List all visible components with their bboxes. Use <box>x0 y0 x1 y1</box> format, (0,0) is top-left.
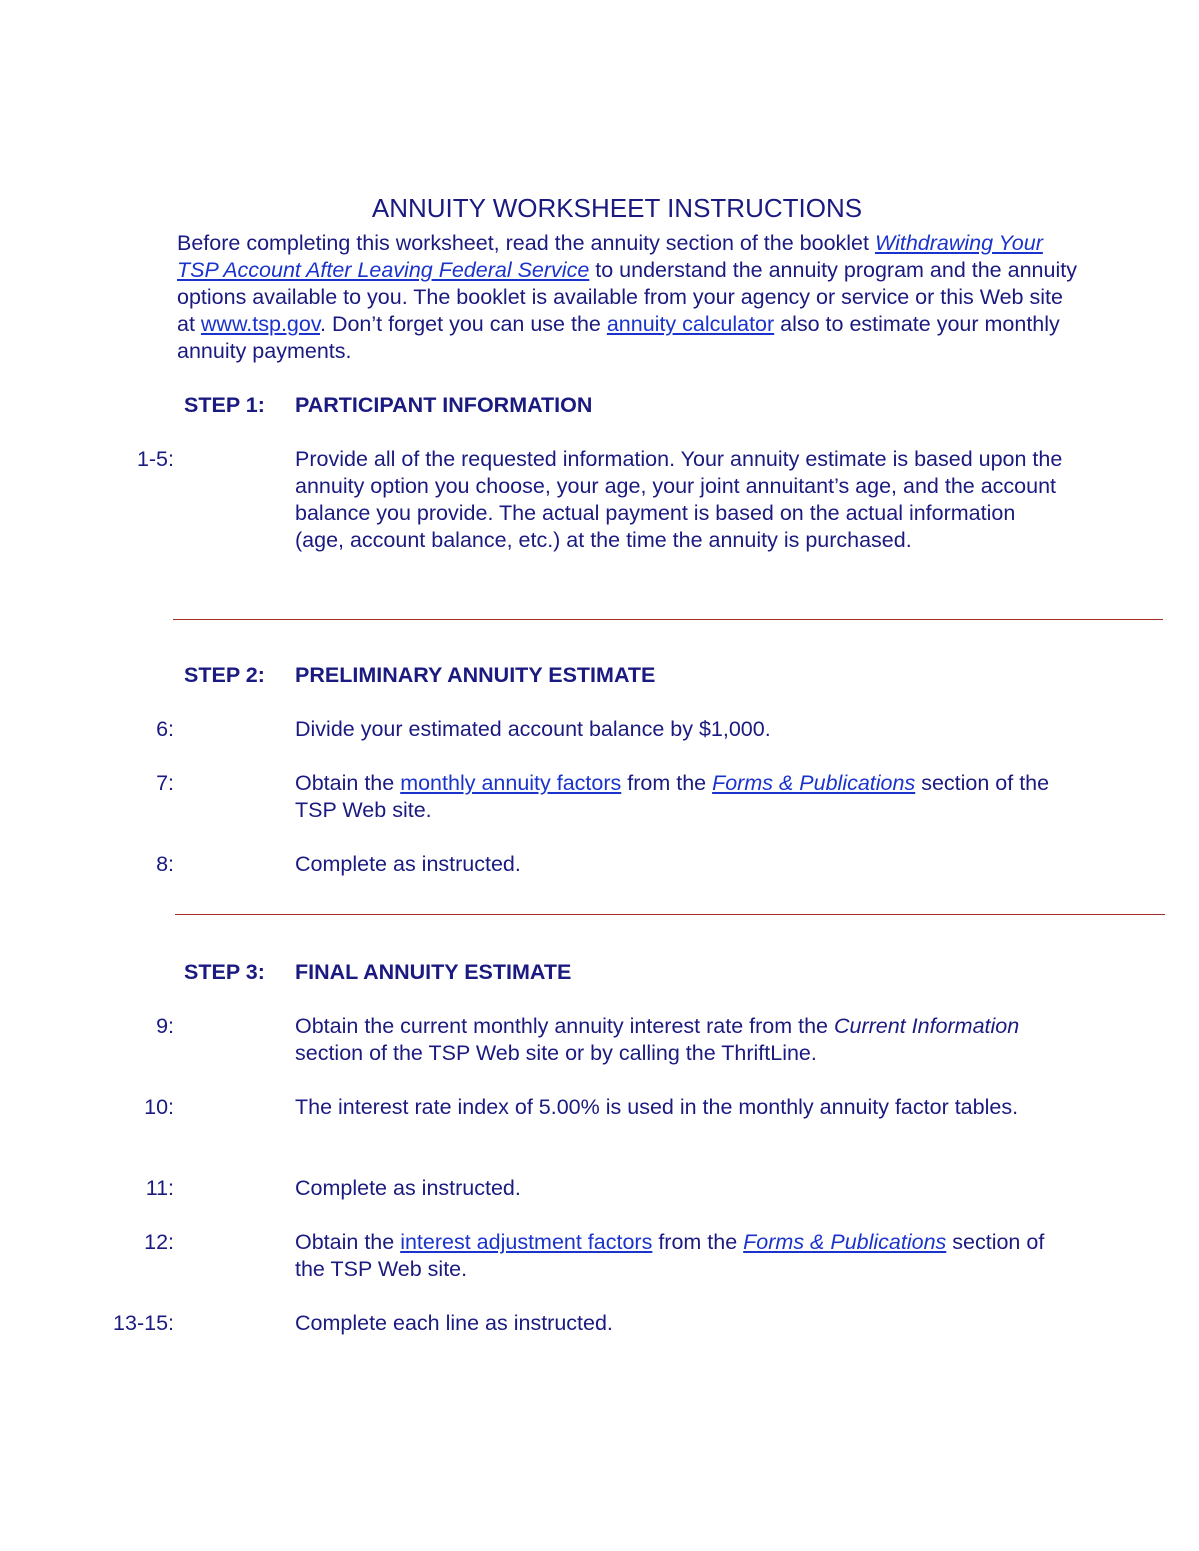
item-number: 9: <box>156 1014 174 1038</box>
item12-text-a: Obtain the <box>295 1230 401 1254</box>
page-title: ANNUITY WORKSHEET INSTRUCTIONS <box>371 193 863 223</box>
item7-text-c: section of the TSP Web site. <box>295 771 1050 822</box>
monthly-annuity-factors-link[interactable]: monthly annuity factors <box>400 771 622 795</box>
step2-number: STEP 2: <box>184 663 265 687</box>
step1-number: STEP 1: <box>184 393 265 417</box>
intro-paragraph <box>177 230 1077 365</box>
item-text: Provide all of the requested information. Your annuity estimate is based upon the annuity option you choose, your age, your joint annuitant’s age, and the account balance you provide. The actual payment is based on the actual information (age, account balance, etc.) at the time the annuity is purchased. <box>295 447 1063 552</box>
item-number: 10: <box>144 1095 174 1119</box>
item-text: Divide your estimated account balance by $1,000. <box>295 717 771 741</box>
step3-title: FINAL ANNUITY ESTIMATE <box>295 960 572 984</box>
divider <box>173 619 1163 620</box>
item-text: The interest rate index of 5.00% is used in the monthly annuity factor tables. <box>295 1095 1019 1119</box>
divider <box>175 914 1165 915</box>
item9-text-b: section of the TSP Web site or by calling the ThriftLine. <box>295 1041 817 1065</box>
intro-text-1: Before completing this worksheet, read the annuity section of the booklet <box>177 231 875 255</box>
current-information-text: Current Information <box>833 1014 1020 1038</box>
item7-text-a: Obtain the <box>295 771 401 795</box>
item9-text-a: Obtain the current monthly annuity interest rate from the <box>295 1014 834 1038</box>
step1-title: PARTICIPANT INFORMATION <box>295 393 593 417</box>
item-text: Complete each line as instructed. <box>295 1311 613 1335</box>
item-text <box>295 1013 1065 1067</box>
forms-publications-link[interactable]: Forms & Publications <box>743 1230 947 1254</box>
item-number: 8: <box>156 852 174 876</box>
item-number: 7: <box>156 771 174 795</box>
item-text: Complete as instructed. <box>295 852 521 876</box>
item12-text-c: section of the TSP Web site. <box>295 1230 1045 1281</box>
booklet-link[interactable]: Withdrawing Your TSP Account After Leaving Federal Service <box>177 231 1043 282</box>
item-text <box>295 770 1065 824</box>
item-number: 13-15: <box>113 1311 174 1335</box>
step3-number: STEP 3: <box>184 960 265 984</box>
interest-adjustment-factors-link[interactable]: interest adjustment factors <box>400 1230 653 1254</box>
item-number: 6: <box>156 717 174 741</box>
item-number: 11: <box>145 1176 174 1200</box>
tsp-site-link[interactable]: www.tsp.gov <box>200 312 320 336</box>
item7-text-b: from the <box>621 771 713 795</box>
intro-text-4: also to estimate your monthly annuity payments. <box>177 312 1060 363</box>
item-text: Complete as instructed. <box>295 1176 521 1200</box>
item-number: 1-5: <box>136 447 174 471</box>
step2-title: PRELIMINARY ANNUITY ESTIMATE <box>295 663 656 687</box>
intro-text-2: to understand the annuity program and the annuity options available to you. The booklet is available from your agency or service or this Web site at <box>177 258 1077 336</box>
intro-text-3: . Don’t forget you can use the <box>320 312 607 336</box>
forms-publications-link[interactable]: Forms & Publications <box>712 771 916 795</box>
item-text <box>295 1229 1065 1283</box>
item12-text-b: from the <box>652 1230 744 1254</box>
annuity-calculator-link[interactable]: annuity calculator <box>606 312 775 336</box>
item-number: 12: <box>144 1230 174 1254</box>
